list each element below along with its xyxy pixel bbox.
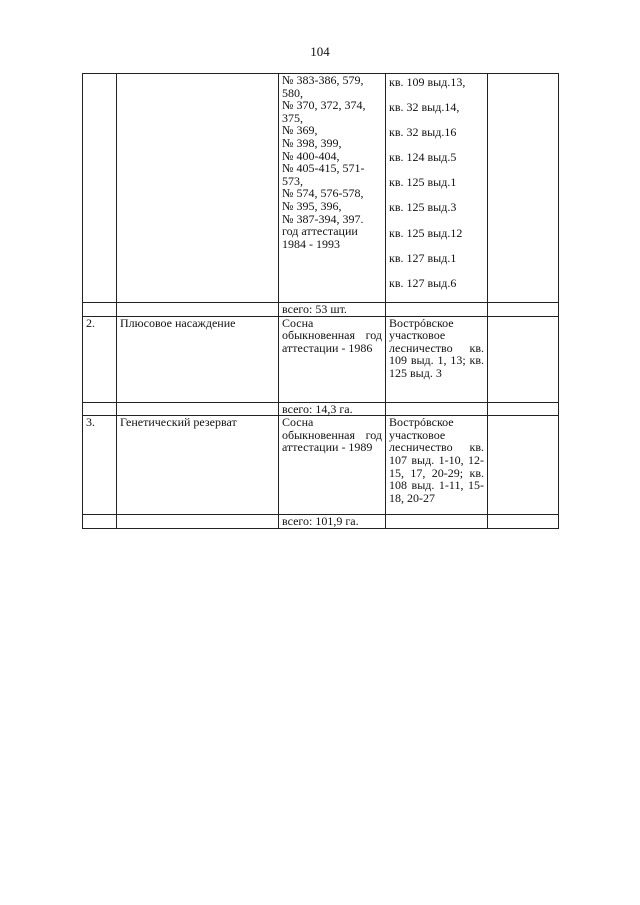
location-cell: Вострóвское участковое лесничество кв. 109 выд. 1, 13; кв. 125 выд. 3 xyxy=(386,316,488,402)
empty-cell xyxy=(117,402,279,416)
table-row xyxy=(83,416,559,515)
num-cell: 2. xyxy=(83,316,117,402)
location-line: кв. 109 выд.13, xyxy=(389,75,466,89)
empty-cell xyxy=(488,515,559,529)
location-line: кв. 127 выд.6 xyxy=(389,275,457,290)
location-cell xyxy=(386,74,488,303)
empty-cell xyxy=(488,402,559,416)
total-cell: всего: 53 шт. xyxy=(279,303,386,317)
name-cell xyxy=(117,74,279,303)
page-number: 104 xyxy=(310,44,330,59)
empty-cell xyxy=(386,515,488,529)
note-cell xyxy=(488,74,559,303)
empty-cell xyxy=(386,402,488,416)
total-row xyxy=(83,515,559,529)
objects-line: № 398, 399, xyxy=(282,135,342,150)
empty-cell xyxy=(488,303,559,317)
location-line: кв. 124 выд.5 xyxy=(389,150,457,165)
objects-line: № 370, 372, 374, xyxy=(282,98,366,113)
note-cell xyxy=(488,316,559,402)
species-cell: Сосна обыкновенная год аттестации - 1989 xyxy=(279,416,386,515)
location-line: кв. 32 выд.16 xyxy=(389,125,457,140)
objects-line: 573, xyxy=(282,173,303,188)
objects-cell xyxy=(279,74,386,303)
objects-line: 1984 - 1993 xyxy=(282,236,340,251)
objects-line: № 383-386, 579, xyxy=(282,73,364,87)
objects-line: год аттестации xyxy=(282,224,358,239)
empty-cell xyxy=(386,303,488,317)
objects-line: № 387-394, 397. xyxy=(282,211,364,226)
objects-line: № 400-404, xyxy=(282,148,340,163)
objects-list xyxy=(282,74,382,250)
name-cell: Плюсовое насаждение xyxy=(117,316,279,402)
table-row xyxy=(83,74,559,303)
empty-cell xyxy=(117,303,279,317)
total-cell: всего: 14,3 га. xyxy=(279,402,386,416)
location-line: кв. 125 выд.3 xyxy=(389,200,457,215)
species-cell: Сосна обыкновенная год аттестации - 1986 xyxy=(279,316,386,402)
location-line: кв. 127 выд.1 xyxy=(389,250,457,265)
num-cell xyxy=(83,74,117,303)
data-table xyxy=(82,73,559,529)
location-cell: Вострóвское участковое лесничество кв. 107 выд. 1-10, 12-15, 17, 20-29; кв. 108 выд. 1-11, 15-18, 20-27 xyxy=(386,416,488,515)
total-row xyxy=(83,303,559,317)
location-line: кв. 32 выд.14, xyxy=(389,100,460,115)
objects-line: № 395, 396, xyxy=(282,198,342,213)
empty-cell xyxy=(83,303,117,317)
note-cell xyxy=(488,416,559,515)
total-row xyxy=(83,402,559,416)
name-cell: Генетический резерват xyxy=(117,416,279,515)
objects-line: № 574, 576-578, xyxy=(282,186,364,201)
empty-cell xyxy=(83,515,117,529)
empty-cell xyxy=(83,402,117,416)
empty-cell xyxy=(117,515,279,529)
table-row xyxy=(83,316,559,402)
location-line: кв. 125 выд.12 xyxy=(389,225,463,240)
objects-line: № 369, xyxy=(282,123,318,138)
num-cell: 3. xyxy=(83,416,117,515)
objects-line: 375, xyxy=(282,110,303,125)
objects-line: 580, xyxy=(282,85,303,100)
locations-list xyxy=(389,74,484,289)
objects-line: № 405-415, 571- xyxy=(282,161,365,176)
total-cell: всего: 101,9 га. xyxy=(279,515,386,529)
location-line: кв. 125 выд.1 xyxy=(389,175,457,190)
